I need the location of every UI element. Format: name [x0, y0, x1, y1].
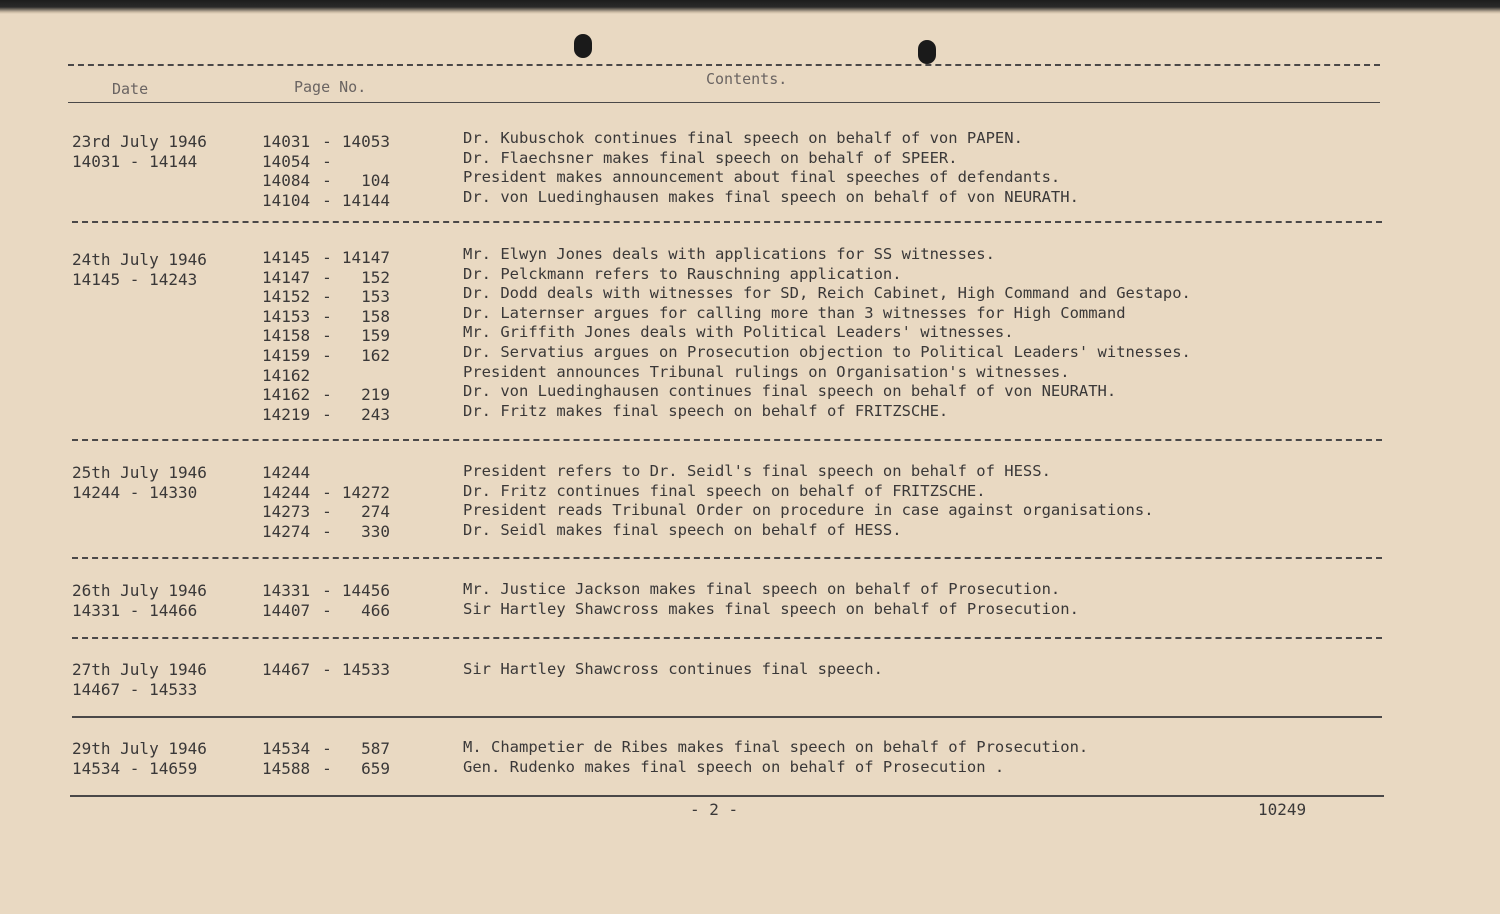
page-end: 330 [361, 521, 390, 541]
page-start: 14273 [262, 502, 311, 522]
page-column [262, 660, 402, 680]
page-dash: - [322, 267, 332, 287]
page-number: - 2 - [690, 800, 739, 819]
page-end: 14533 [341, 660, 390, 679]
contents-column [463, 129, 1363, 207]
contents-column [463, 738, 1363, 777]
page-column [262, 248, 402, 424]
punch-hole [574, 34, 592, 58]
contents-entry: Dr. Fritz makes final speech on behalf of FRITZSCHE. [463, 401, 949, 420]
contents-entry: Mr. Justice Jackson makes final speech on behalf of Prosecution. [463, 580, 1061, 598]
page-end: 14456 [341, 581, 390, 600]
header-contents: Contents. [706, 70, 788, 88]
page-dash: - [322, 521, 332, 541]
page-column [262, 463, 402, 541]
page-range-row [262, 346, 402, 366]
page-start: 14219 [262, 404, 311, 424]
page-end: 152 [361, 267, 390, 287]
page-dash: - [322, 326, 332, 346]
page-start: 14534 [262, 739, 311, 758]
page-end: 104 [361, 171, 390, 191]
punch-hole [918, 40, 936, 64]
contents-entry: Dr. Dodd deals with witnesses for SD, Reich Cabinet, High Command and Gestapo. [463, 284, 1191, 303]
contents-entry: President makes announcement about final speeches of defendants. [463, 168, 1061, 187]
page-start: 14588 [262, 758, 311, 778]
group-date: 29th July 1946 [72, 739, 207, 758]
contents-entry: Sir Hartley Shawcross continues final speech. [463, 660, 883, 678]
page-column [262, 132, 402, 210]
group-date: 27th July 1946 [72, 660, 207, 679]
contents-entry: Mr. Elwyn Jones deals with applications for SS witnesses. [463, 245, 995, 263]
contents-entry: Sir Hartley Shawcross makes final speech on behalf of Prosecution. [463, 599, 1079, 618]
header-bottom-rule [68, 102, 1380, 103]
page-start: 14031 [262, 132, 311, 151]
page-dash: - [322, 404, 332, 424]
contents-column [463, 245, 1363, 421]
page-column [262, 581, 402, 620]
page-end: 14147 [341, 248, 390, 267]
page-start: 14331 [262, 581, 311, 600]
page-range-row [262, 287, 402, 307]
header-date: Date [112, 80, 149, 98]
page-range-row [262, 248, 402, 268]
page-end: 659 [361, 758, 390, 778]
page-dash: - [322, 739, 332, 758]
page-end: 14272 [341, 482, 390, 502]
contents-entry: Dr. Kubuschok continues final speech on behalf of von PAPEN. [463, 129, 1023, 147]
contents-entry: Dr. von Luedinghausen makes final speech on behalf of von NEURATH. [463, 187, 1079, 206]
contents-column [463, 462, 1363, 540]
group-page-range: 14244 - 14330 [72, 483, 198, 502]
page-dash: - [322, 171, 332, 191]
page-range-row [262, 463, 402, 483]
page-start: 14244 [262, 463, 311, 482]
group-date: 23rd July 1946 [72, 132, 207, 151]
page-range-row [262, 502, 402, 522]
page-end: 14053 [341, 132, 390, 151]
contents-entry: Mr. Griffith Jones deals with Political Leaders' witnesses. [463, 323, 1014, 342]
page-end [338, 463, 390, 483]
page-range-row [262, 326, 402, 346]
page-range-row [262, 268, 402, 288]
page-range-row [262, 739, 402, 759]
page-start: 14274 [262, 521, 311, 541]
page-end: 243 [361, 404, 390, 424]
page-end: 158 [361, 306, 390, 326]
group-separator [72, 221, 1382, 223]
page-start: 14152 [262, 287, 311, 307]
page-start: 14145 [262, 248, 311, 267]
page-dash [316, 463, 338, 483]
page-dash: - [322, 581, 332, 600]
contents-column [463, 580, 1363, 619]
contents-entry: M. Champetier de Ribes makes final speech on behalf of Prosecution. [463, 738, 1089, 756]
contents-entry: Dr. Pelckmann refers to Rauschning application. [463, 264, 902, 283]
page-top-edge [0, 0, 1500, 14]
page-end [338, 152, 390, 172]
page-dash: - [322, 600, 332, 620]
page-dash: - [322, 287, 332, 307]
page-dash: - [322, 345, 332, 365]
page-end: 153 [361, 287, 390, 307]
page-start: 14104 [262, 190, 311, 210]
page-dash: - [322, 758, 332, 778]
page-range-row [262, 759, 402, 779]
page-range-row [262, 132, 402, 152]
page-end: 14144 [341, 190, 390, 210]
group-separator [72, 439, 1382, 441]
page-start: 14147 [262, 267, 311, 287]
page-dash: - [322, 502, 332, 522]
contents-entry: Dr. Seidl makes final speech on behalf of HESS. [463, 520, 902, 539]
page-start: 14159 [262, 345, 311, 365]
page-range-row [262, 171, 402, 191]
contents-entry: Dr. Flaechsner makes final speech on behalf of SPEER. [463, 148, 958, 167]
page-range-row [262, 152, 402, 172]
group-page-range: 14331 - 14466 [72, 601, 198, 620]
page-range-row [262, 601, 402, 621]
page-range-row [262, 522, 402, 542]
page-range-row [262, 385, 402, 405]
page-start: 14158 [262, 326, 311, 346]
page-start: 14467 [262, 660, 311, 679]
page-start: 14153 [262, 306, 311, 326]
group-separator [72, 637, 1382, 639]
contents-entry: President reads Tribunal Order on procedure in case against organisations. [463, 501, 1154, 520]
group-page-range: 14467 - 14533 [72, 680, 198, 699]
contents-entry: Dr. Laternser argues for calling more than 3 witnesses for High Command [463, 303, 1126, 322]
page-dash: - [322, 132, 332, 151]
header-page-no: Page No. [294, 78, 367, 96]
page-range-row [262, 366, 402, 386]
page-end [338, 366, 390, 386]
page-end: 162 [361, 345, 390, 365]
page-dash: - [322, 482, 332, 502]
page-range-row [262, 307, 402, 327]
page-start: 14244 [262, 482, 311, 502]
page-end: 274 [361, 502, 390, 522]
header-top-rule [68, 64, 1380, 66]
page-dash: - [322, 660, 332, 679]
contents-entry: President announces Tribunal rulings on Organisation's witnesses. [463, 362, 1070, 381]
group-separator [72, 716, 1382, 718]
page-dash: - [322, 385, 332, 405]
page-column [262, 739, 402, 778]
group-date: 26th July 1946 [72, 581, 207, 600]
contents-column [463, 660, 1363, 680]
page-dash: - [322, 151, 332, 171]
page-range-row [262, 483, 402, 503]
page-range-row [262, 581, 402, 601]
document-number: 10249 [1258, 800, 1307, 819]
page-end: 159 [361, 326, 390, 346]
contents-entry: Dr. von Luedinghausen continues final speech on behalf of von NEURATH. [463, 382, 1117, 401]
group-page-range: 14031 - 14144 [72, 152, 198, 171]
page-start: 14162 [262, 385, 311, 405]
page-range-row [262, 660, 402, 680]
group-date: 25th July 1946 [72, 463, 207, 482]
page-start: 14162 [262, 365, 311, 385]
page-dash: - [322, 248, 332, 267]
page-dash: - [322, 306, 332, 326]
group-separator [72, 557, 1382, 559]
page-start: 14407 [262, 600, 311, 620]
contents-entry: President refers to Dr. Seidl's final speech on behalf of HESS. [463, 462, 1051, 480]
contents-entry: Dr. Servatius argues on Prosecution objection to Political Leaders' witnesses. [463, 342, 1191, 361]
contents-entry: Dr. Fritz continues final speech on behalf of FRITZSCHE. [463, 481, 986, 500]
page-end: 587 [361, 739, 390, 758]
group-page-range: 14145 - 14243 [72, 270, 198, 289]
group-date: 24th July 1946 [72, 250, 207, 269]
page-range-row [262, 405, 402, 425]
page-start: 14084 [262, 171, 311, 191]
page-dash [316, 366, 338, 386]
page-start: 14054 [262, 151, 311, 171]
page-end: 219 [361, 385, 390, 405]
page-dash: - [322, 190, 332, 210]
bottom-rule [70, 795, 1384, 797]
group-page-range: 14534 - 14659 [72, 759, 198, 778]
page-end: 466 [361, 600, 390, 620]
contents-entry: Gen. Rudenko makes final speech on behalf of Prosecution . [463, 757, 1005, 776]
page-range-row [262, 191, 402, 211]
